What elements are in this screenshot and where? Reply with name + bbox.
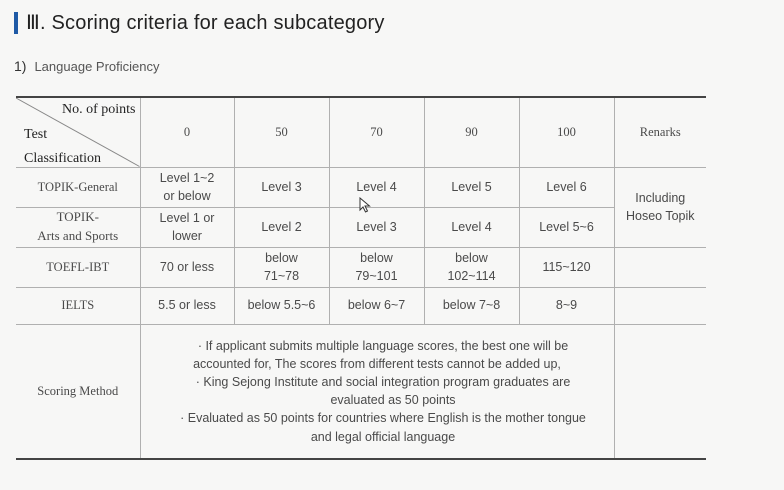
cell-line: 102~114	[447, 269, 496, 283]
remarks-line: Including	[635, 190, 686, 205]
table-cell: Level 3	[329, 207, 424, 247]
row-label-ielts: IELTS	[16, 287, 140, 324]
cell-line: or below	[163, 189, 211, 203]
mouse-pointer-icon	[359, 197, 371, 213]
corner-test-label: Test	[24, 127, 48, 142]
table-cell: Level 3	[234, 167, 329, 207]
row-label-topik-general: TOPIK-General	[16, 167, 140, 207]
table-cell	[329, 247, 424, 287]
table-cell: Level 5~6	[519, 207, 614, 247]
table-cell	[140, 207, 234, 247]
corner-classification-label: Classification	[24, 151, 101, 166]
method-line: · Evaluated as 50 points for countries where English is the mother tongue	[180, 411, 586, 426]
row-label-line: TOPIK-	[56, 209, 99, 225]
cell-line: 79~101	[355, 269, 398, 283]
row-label-scoring-method: Scoring Method	[16, 324, 140, 459]
table-cell	[424, 247, 519, 287]
scoring-table	[16, 96, 706, 460]
remarks-line: Hoseo Topik	[625, 209, 695, 223]
table-cell: Level 4	[329, 167, 424, 207]
scoring-method-notes	[140, 324, 614, 459]
table-cell	[234, 247, 329, 287]
corner-points-label: No. of points	[62, 102, 136, 117]
cell-line: below	[360, 250, 393, 265]
table-cell: 70 or less	[140, 247, 234, 287]
table-cell: 5.5 or less	[140, 287, 234, 324]
remarks-topik-cell	[614, 167, 706, 247]
header-row	[16, 97, 706, 167]
method-line: · If applicant submits multiple language scores, the best one will be	[197, 338, 569, 353]
remarks-header: Renarks	[614, 97, 706, 167]
table-cell: below 5.5~6	[234, 287, 329, 324]
remarks-empty-cell	[614, 287, 706, 324]
method-line: · King Sejong Institute and social integration program graduates are	[195, 375, 571, 390]
row-label-toefl: TOEFL-IBT	[16, 247, 140, 287]
table-row-toefl	[16, 247, 706, 287]
table-cell: Level 5	[424, 167, 519, 207]
cell-line: lower	[172, 229, 202, 243]
score-header-0: 0	[140, 97, 234, 167]
cell-line: Level 1 or	[159, 210, 215, 225]
cell-line: below	[265, 250, 298, 265]
cell-line: Level 1~2	[159, 170, 215, 185]
method-line: evaluated as 50 points	[330, 393, 456, 408]
corner-header-cell	[16, 97, 140, 167]
remarks-empty-cell	[614, 324, 706, 459]
row-label-line: Arts and Sports	[37, 228, 119, 243]
remarks-empty-cell	[614, 247, 706, 287]
table-cell: below 7~8	[424, 287, 519, 324]
subsection-title: Language Proficiency	[34, 59, 160, 74]
score-header-100: 100	[519, 97, 614, 167]
heading-accent-bar	[14, 12, 18, 34]
cell-line: 71~78	[263, 269, 300, 283]
table-row-ielts	[16, 287, 706, 324]
score-header-70: 70	[329, 97, 424, 167]
method-line: accounted for, The scores from different tests cannot be added up,	[193, 357, 561, 371]
table-row-scoring-method	[16, 324, 706, 459]
method-line: and legal official language	[310, 429, 456, 444]
subsection-heading	[14, 58, 159, 74]
table-cell: 8~9	[519, 287, 614, 324]
table-row-topik-arts	[16, 207, 706, 247]
score-header-50: 50	[234, 97, 329, 167]
table-cell: below 6~7	[329, 287, 424, 324]
subsection-number: 1)	[14, 58, 27, 74]
section-title: Ⅲ. Scoring criteria for each subcategory	[26, 12, 385, 34]
table-cell: Level 6	[519, 167, 614, 207]
table-cell: 115~120	[519, 247, 614, 287]
section-heading	[14, 10, 385, 35]
score-header-90: 90	[424, 97, 519, 167]
cell-line: below	[455, 250, 488, 265]
table-cell	[140, 167, 234, 207]
row-label-topik-arts	[16, 207, 140, 247]
table-cell: Level 4	[424, 207, 519, 247]
table-cell: Level 2	[234, 207, 329, 247]
